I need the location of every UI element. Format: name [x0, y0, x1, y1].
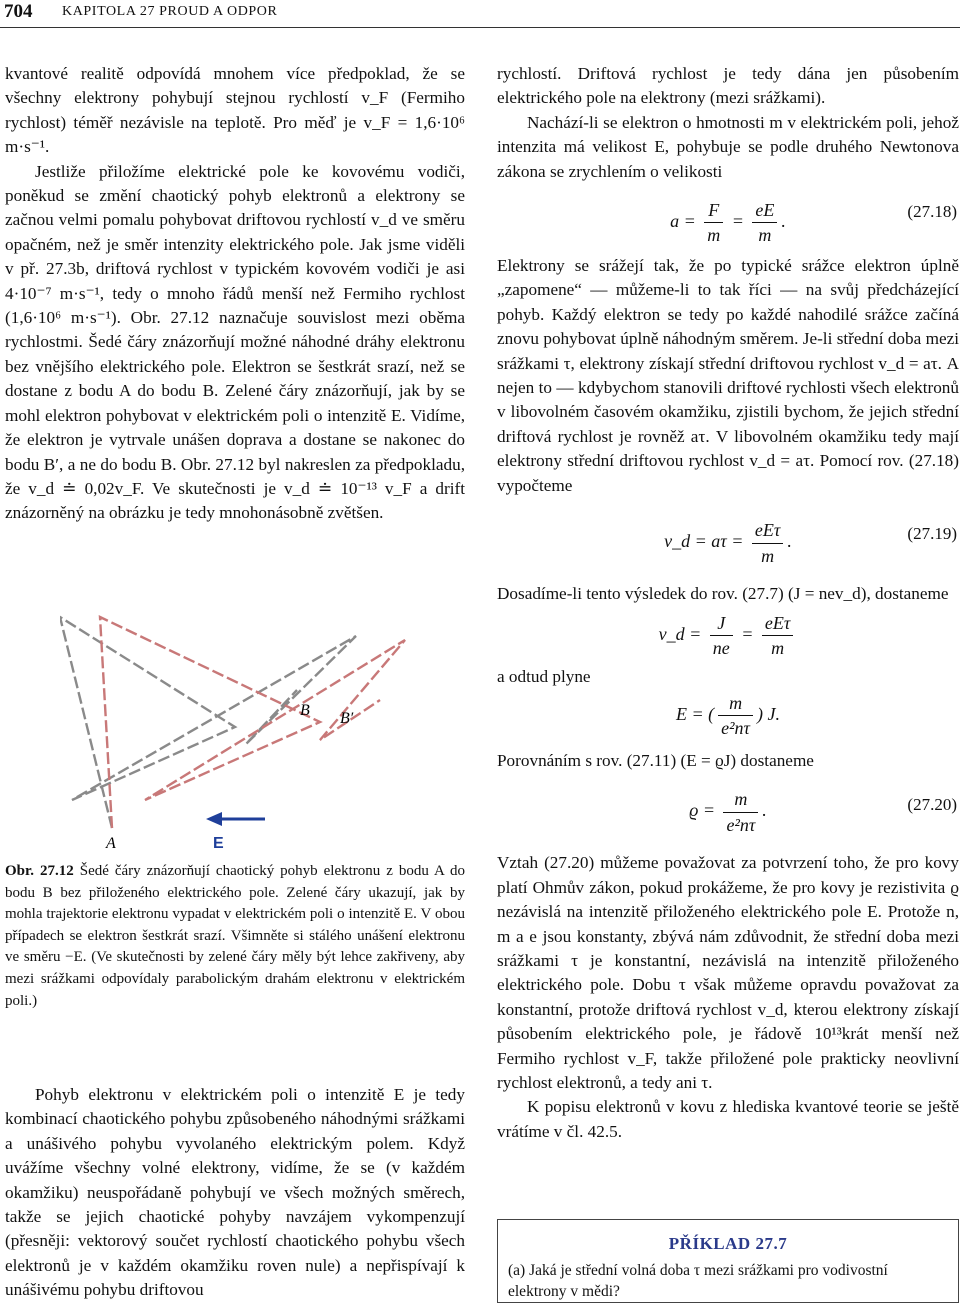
paragraph: Dosadíme-li tento výsledek do rov. (27.7) (J = nev_d), dostaneme [497, 584, 949, 604]
page-number: 704 [4, 1, 33, 22]
paragraph: Porovnáním s rov. (27.11) (E = ϱJ) dostaneme [497, 750, 814, 770]
paragraph: K popisu elektronů v kovu z hlediska kvantové teorie se ještě vrátíme v čl. 42.5. [497, 1097, 959, 1141]
paragraph: kvantové realitě odpovídá mnohem více předpoklad, že se všechny elektrony pohybují stejnou rychlostí v_F (Fermiho rychlost) téměř nezávisle na teplotě. Pro měď je v_F = 1,6·10⁶ m·s⁻¹. [5, 64, 465, 157]
example-box [497, 1219, 959, 1303]
left-column [5, 62, 465, 526]
example-text: (a) Jaká je střední volná doba τ mezi srážkami pro vodivostní elektrony v mědi? [508, 1262, 888, 1300]
equation-number: (27.20) [907, 795, 957, 815]
right-column [497, 62, 959, 1144]
equation-number: (27.19) [907, 524, 957, 544]
paragraph: Jestliže přiložíme elektrické pole ke kovovému vodiči, poněkud se změní chaotický pohyb elektronů a elektrony se začnou velmi pomalu pohybovat driftovou rychlostí v_d ve směru opačném, než je směr intenzity elektrického pole. Jak jsme viděli v př. 27.3b, driftová rychlost v typickém kovovém vodiči je asi 4·10⁻⁷ m·s⁻¹, tedy o mnoho řádů menší než Fermiho rychlost (1,6·10⁶ m·s⁻¹). Obr. 27.12 naznačuje souvislost mezi oběma rychlostmi. Šedé čáry znázorňují možné náhodné dráhy elektronu bez vnějšího elektrického pole. Elektron se šestkrát srazí, než se dostane z bodu A do bodu B. Zelené čáry znázorňují, jak by se mohl elektron pohybovat v elektrickém poli o intenzitě E. Vidíme, že elektron je vytrvale unášen doprava a dostane se nakonec do bodu B′, a ne do bodu B. Obr. 27.12 byl nakreslen za předpokladu, že v_d ≐ 0,02v_F. Ve skutečnosti je v_d ≐ 10⁻¹³ v_F a drift znázorněný na obrázku je tedy mnohonásobně zvětšen. [5, 161, 465, 523]
paragraph: rychlostí. Driftová rychlost je tedy dána jen působením elektrického pole na elektrony (mezi srážkami). [497, 64, 959, 108]
paragraph: Vztah (27.20) můžeme považovat za potvrzení toho, že pro kovy platí Ohmův zákon, pokud prokážeme, že pro kovy je rezistivita ϱ nezávislá na intenzitě přiloženého elektrického pole E. Protože n, m a e jsou konstanty, zbývá nám zdůvodnit, že střední doba mezi srážkami τ je konstantní, nezávislá na intenzitě přiloženého elektrického pole. Dobu τ však můžeme opravdu považovat za konstantní, protože driftová rychlost v_d, kterou elektrony získají působením elektrického pole, je řádově 10¹³krát menší než Fermiho rychlost v_F, takže přiložené pole prakticky neovlivní rychlost elektronů, a tedy ani τ. [497, 853, 959, 1092]
paragraph: Nachází-li se elektron o hmotnosti m v elektrickém poli, jehož intenzita má velikost E, pohybuje se podle druhého Newtonova zákona se zrychlením o velikosti [497, 112, 959, 181]
equation-E: E = ( $\frac{m}{\text{e²nτ}}$ ) J. [676, 692, 780, 739]
field-arrow-head [206, 812, 222, 826]
running-head: KAPITOLA 27 PROUD A ODPOR [62, 4, 278, 19]
caption-text: Šedé čáry znázorňují chaotický pohyb elektronu z bodu A do bodu B bez přiloženého elektrického pole. Zelené čáry ukazují, jak by mohla trajektorie elektronu vypadat v elektrickém poli o intenzitě E. V obou případech se elektron šestkrát srazí. Všimněte si stálého unášení elektronu ve směru −E. (Ve skutečnosti by zelené čáry měly být lehce zakřiveny, aby mezi srážkami odpovídaly parabolickým drahám elektronu v elektrickém poli.) [5, 863, 466, 1009]
drift-path [100, 617, 405, 828]
field-arrow [206, 812, 265, 826]
paragraph: Elektrony se srážejí tak, že po typické srážce elektron úplně „zapomene“ — můžeme-li to tak říci — na svůj předcházející pohyb. Každý elektron se tedy po každé nahodilé srážce začíná znovu pohybovat úplně náhodným směrem. Je-li střední doba mezi srážkami τ, elektrony získají střední driftovou rychlost v_d = aτ. A nejen to — kdybychom stanovili driftové rychlosti všech elektronů v libovolném časovém okamžiku, zjistili bychom, že jejich střední driftová rychlost je rovněž aτ. V libovolném okamžiku tedy mají elektrony střední driftovou rychlost v_d = aτ. Pomocí rov. (27.18) vypočteme [497, 256, 959, 495]
equation-27-19: v_d = aτ = $\frac{\text{eEτ}}{m}$ . (27.19) [664, 520, 957, 566]
equation-27-20: ϱ = $\frac{m}{\text{e²nτ}}$ . (27.20) [689, 789, 957, 835]
green-drift-paths [100, 617, 405, 828]
caption-label: Obr. 27.12 [5, 863, 74, 879]
page-header [0, 0, 960, 30]
gray-path [60, 617, 356, 828]
equation-vd: v_d = $\frac{J}{ne}$ = $\frac{\text{eEτ}}{m}$ [497, 607, 959, 665]
paragraph: a odtud plyne [497, 666, 591, 686]
label-E: E [213, 835, 224, 852]
label-B: B [300, 702, 310, 719]
label-A: A [106, 835, 116, 852]
header-rule [0, 27, 960, 28]
figure-caption [5, 861, 465, 1012]
paragraph: Pohyb elektronu v elektrickém poli o intenzitě E je tedy kombinací chaotického pohybu způsobeného náhodnými srážkami a unášivého pohybu vyvolaného elektrickým polem. Když uvážíme všechny volné elektrony, vidíme, že se (v každém okamžiku) neuspořádaně pohybují ve všech možných směrech, takže se jejich chaotické pohyby navzájem vykompenzují (přesněji: vektorový součet rychlostí chaotického pohybu všech elektronů je v každém okamžiku roven nule) a nepřispívají k unášivému pohybu driftovou [5, 1085, 465, 1300]
equation-number: (27.18) [907, 202, 957, 222]
equation-27-18: a = $\frac{F}{m}$ = $\frac{eE}{m}$ . (27.18) [670, 200, 957, 246]
figure-27-12 [60, 612, 460, 852]
gray-random-paths [60, 617, 356, 828]
label-B-prime: B′ [340, 710, 354, 727]
example-title: PŘÍKLAD 27.7 [668, 1234, 788, 1253]
left-column-bottom [5, 1083, 465, 1303]
